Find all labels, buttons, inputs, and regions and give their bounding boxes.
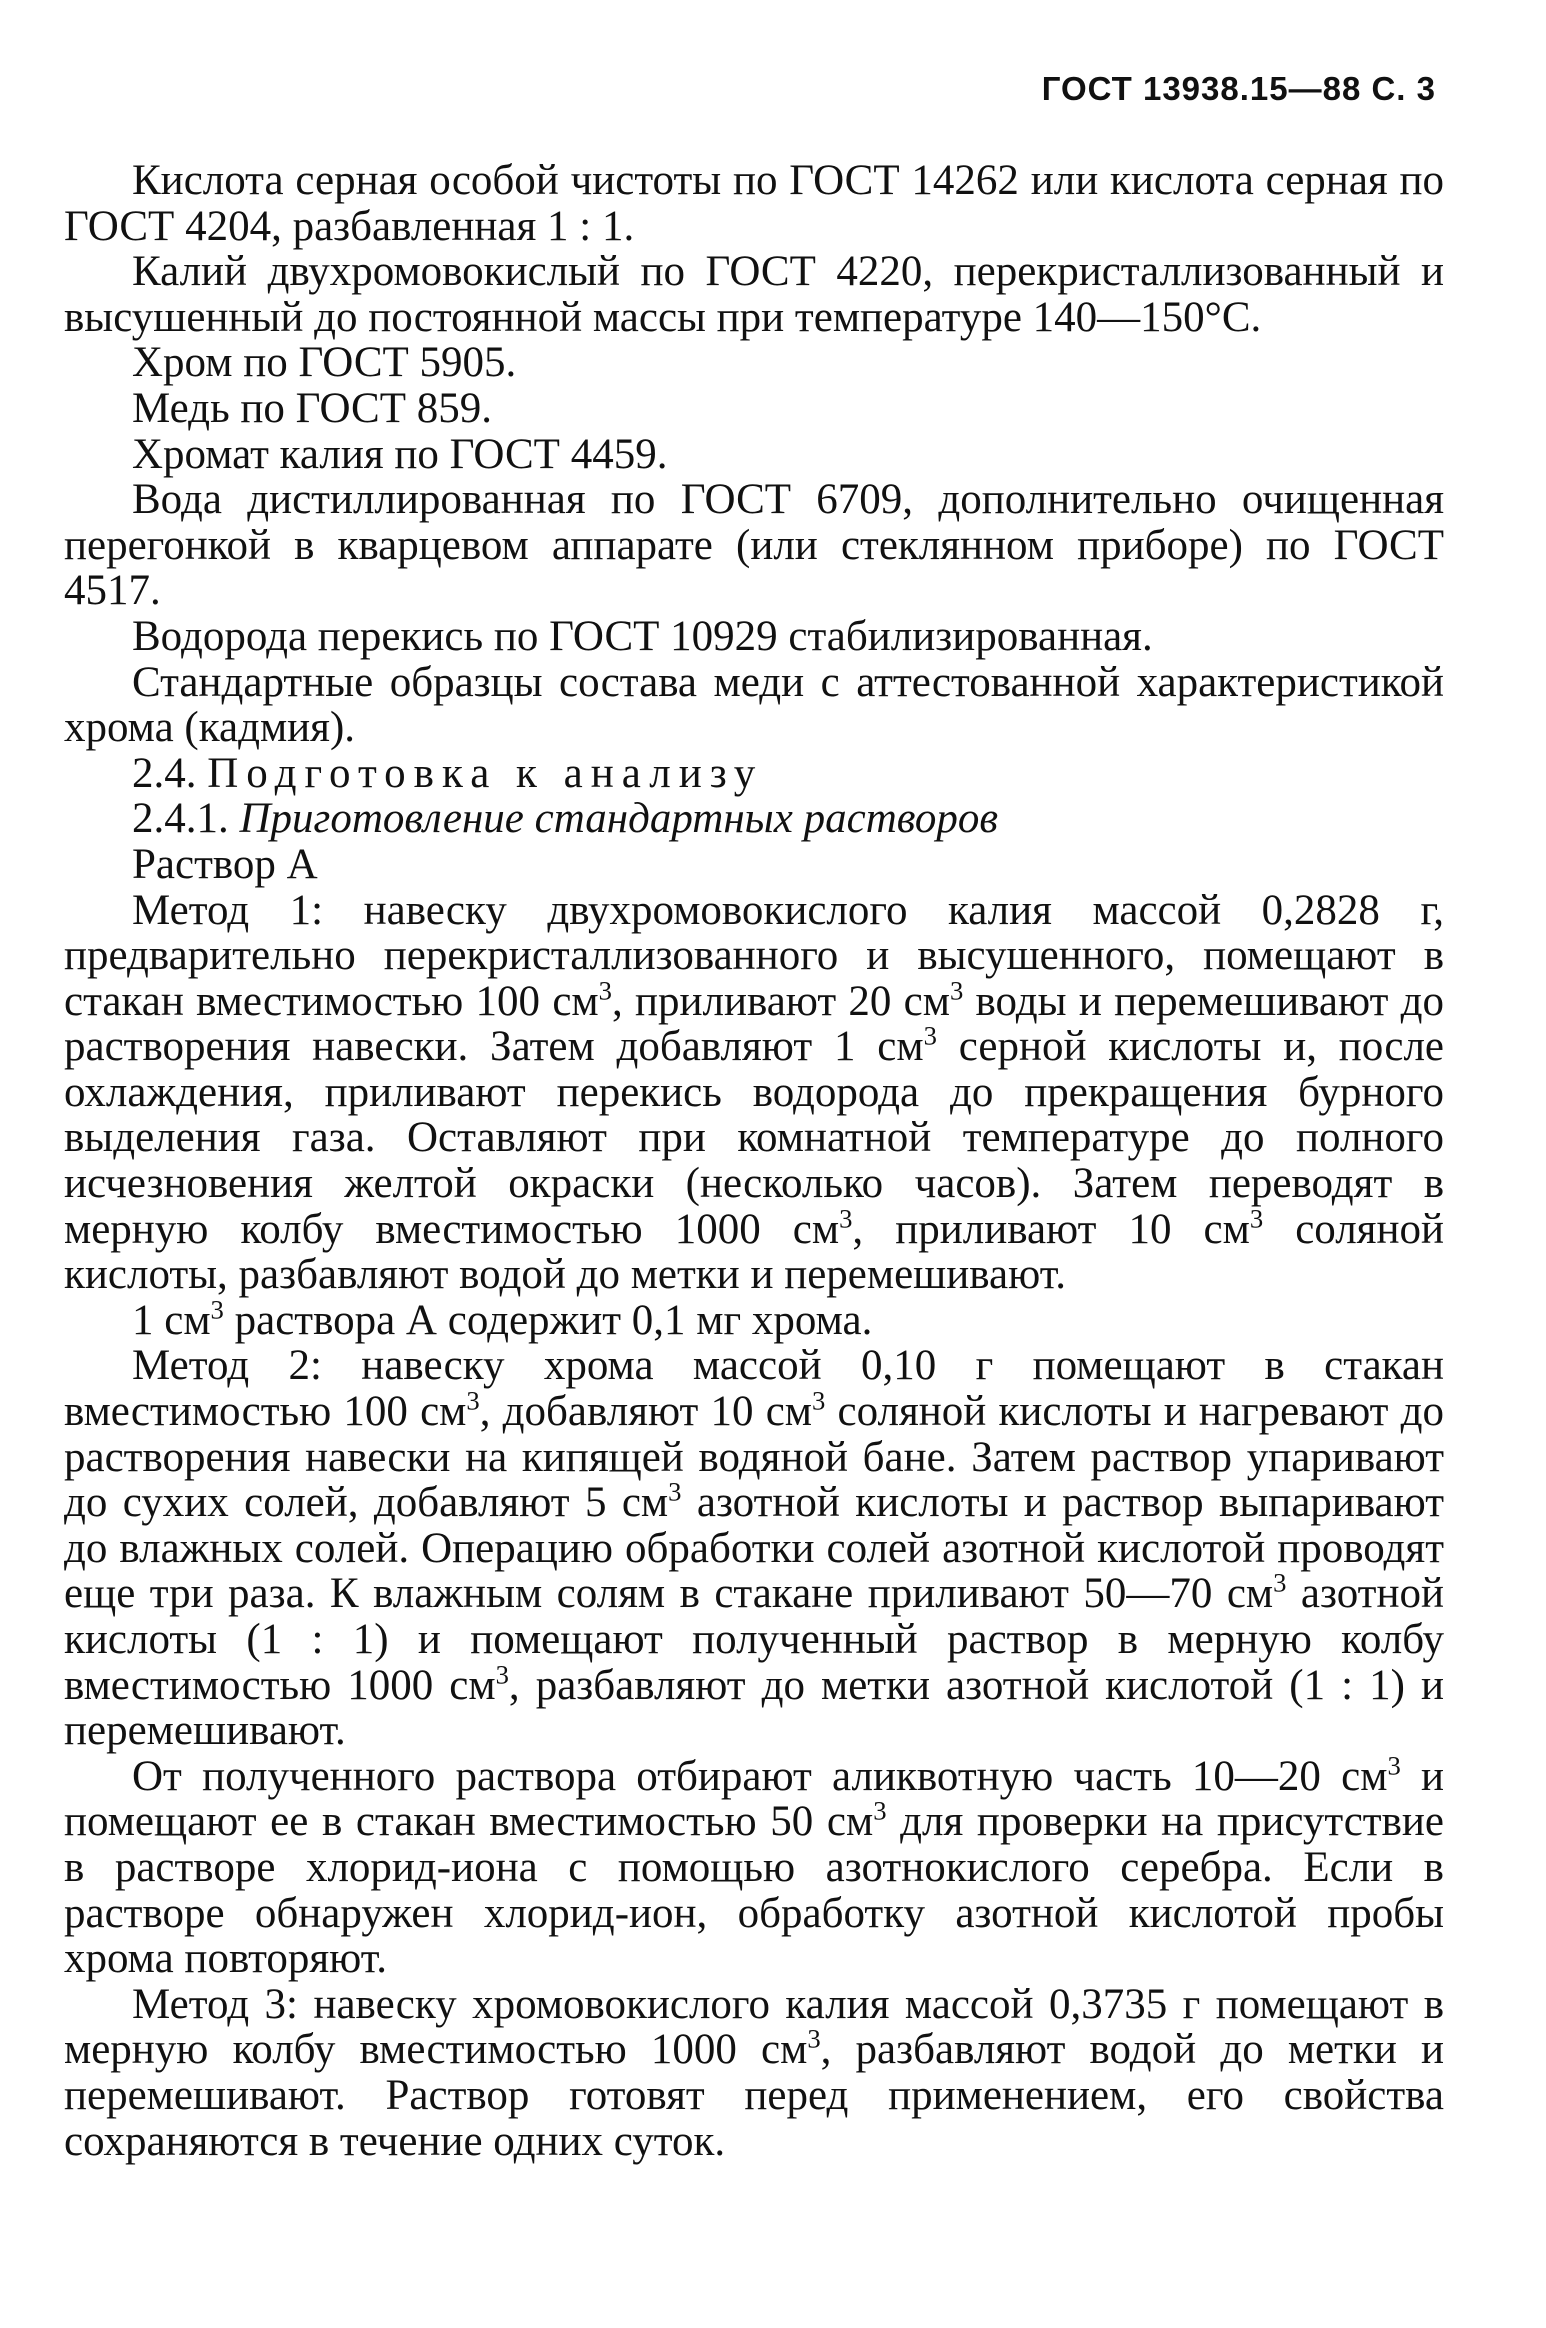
superscript: 3 [839, 1203, 853, 1234]
method-2-text: Метод 2: навеску хрома массой 0,10 г помещают в стакан вместимостью 100 см [64, 1342, 1444, 1436]
paragraph-method-1 [64, 888, 1444, 1298]
method-3-text: , разбавляют водой до метки и перемешивают. Раствор готовят перед применением, его свойства сохраняются в течение одних суток. [64, 2026, 1444, 2165]
paragraph-standard-samples: Стандартные образцы состава меди с аттестованной характеристикой хрома (кадмия). [64, 658, 1444, 752]
paragraph-chromium: Хром по ГОСТ 5905. [132, 339, 517, 387]
paragraph-hydrogen-peroxide: Водорода перекись по ГОСТ 10929 стабилизированная. [132, 612, 1153, 660]
paragraph-method-3 [64, 1982, 1444, 2164]
method-3-text: Метод 3: навеску хромовокислого калия массой 0,3735 г помещают в мерную колбу вместимостью 1000 см [64, 1980, 1444, 2074]
page-header-text: ГОСТ 13938.15—88 С. 3 [1041, 70, 1436, 107]
superscript: 3 [812, 1385, 826, 1416]
method-1-text: Метод 1: навеску двухромовокислого калия массой 0,2828 г, предварительно перекристаллизованного и высушенного, помещают в стакан вместимостью 100 см [64, 886, 1444, 1025]
superscript: 3 [923, 1020, 937, 1051]
method-2-text: соляной кислоты и нагревают до растворения навески на кипящей водяной бане. Затем раствор упаривают до сухих солей, добавляют 5 см [64, 1388, 1444, 1527]
section-heading-2-4 [64, 751, 1444, 797]
method-1-text: соляной кислоты, разбавляют водой до метки и перемешивают. [64, 1205, 1444, 1299]
paragraph-concentration [64, 1294, 1444, 1344]
method-2-text: азотной кислоты и раствор выпаривают до влажных солей. Операцию обработки солей азотной кислотой проводят еще три раза. К влажным солям в стакане приливают 50—70 см [64, 1479, 1444, 1618]
superscript: 3 [873, 1796, 887, 1827]
paragraph-aliquot [64, 1750, 1445, 1983]
subsection-number: 2.4.1. [132, 795, 229, 843]
aliquot-text: для проверки на присутствие в растворе хлорид-иона с помощью азотнокислого серебра. Если в растворе обнаружен хлорид-ион, обработку азотной кислотой пробы хрома повторяют. [64, 1798, 1444, 1983]
superscript: 3 [1249, 1203, 1264, 1234]
method-1-text: , приливают 20 см [611, 977, 950, 1025]
section-title: Подготовка к анализу [207, 749, 764, 797]
aliquot-text: и помещают ее в стакан вместимостью 50 см [64, 1752, 1445, 1846]
method-1-text: воды и перемешивают до растворения навески. Затем добавляют 1 см [64, 977, 1444, 1071]
method-2-text: , разбавляют до метки азотной кислотой (1 : 1) и перемешивают. [64, 1661, 1444, 1755]
method-1-text: серной кислоты и, после охлаждения, приливают перекись водорода до прекращения бурного выделения газа. Оставляют при комнатной температуре до полного исчезновения желтой окраски (несколько часов). Затем переводят в мерную колбу вместимостью 1000 см [64, 1023, 1444, 1253]
paragraph-distilled-water: Вода дистиллированная по ГОСТ 6709, дополнительно очищенная перегонкой в кварцевом аппарате (или стеклянном приборе) по ГОСТ 4517. [64, 476, 1444, 615]
paragraph-copper: Медь по ГОСТ 859. [132, 384, 492, 432]
superscript: 3 [1273, 1568, 1287, 1599]
subsection-title: Приготовление стандартных растворов [239, 795, 999, 843]
document-body [64, 158, 1444, 2164]
method-2-text: азотной кислоты (1 : 1) и помещают полученный раствор в мерную колбу вместимостью 1000 см [64, 1570, 1444, 1709]
paragraph-sulfuric-acid: Кислота серная особой чистоты по ГОСТ 14262 или кислота серная по ГОСТ 4204, разбавленная 1 : 1. [64, 157, 1444, 250]
superscript: 3 [1387, 1750, 1401, 1781]
concentration-text: 1 см [132, 1296, 211, 1344]
page-header [1042, 70, 1436, 108]
superscript: 3 [598, 975, 612, 1006]
section-number: 2.4. [132, 749, 197, 797]
paragraph-method-2 [64, 1343, 1444, 1753]
subsection-heading-2-4-1 [64, 796, 1444, 842]
superscript: 3 [949, 975, 964, 1006]
aliquot-text: От полученного раствора отбирают аликвотную часть 10—20 см [132, 1752, 1388, 1800]
solution-a-heading: Раствор А [132, 840, 318, 888]
paragraph-potassium-chromate: Хромат калия по ГОСТ 4459. [132, 430, 668, 478]
paragraph-potassium-dichromate: Калий двухромовокислый по ГОСТ 4220, перекристаллизованный и высушенный до постоянной массы при температуре 140—150°С. [64, 248, 1444, 341]
superscript: 3 [466, 1385, 480, 1416]
concentration-text: раствора А содержит 0,1 мг хрома. [223, 1296, 873, 1344]
method-2-text: , добавляют 10 см [479, 1388, 812, 1436]
superscript: 3 [210, 1294, 224, 1325]
superscript: 3 [807, 2024, 821, 2055]
method-1-text: , приливают 10 см [852, 1205, 1250, 1253]
superscript: 3 [495, 1659, 509, 1690]
superscript: 3 [668, 1476, 682, 1507]
